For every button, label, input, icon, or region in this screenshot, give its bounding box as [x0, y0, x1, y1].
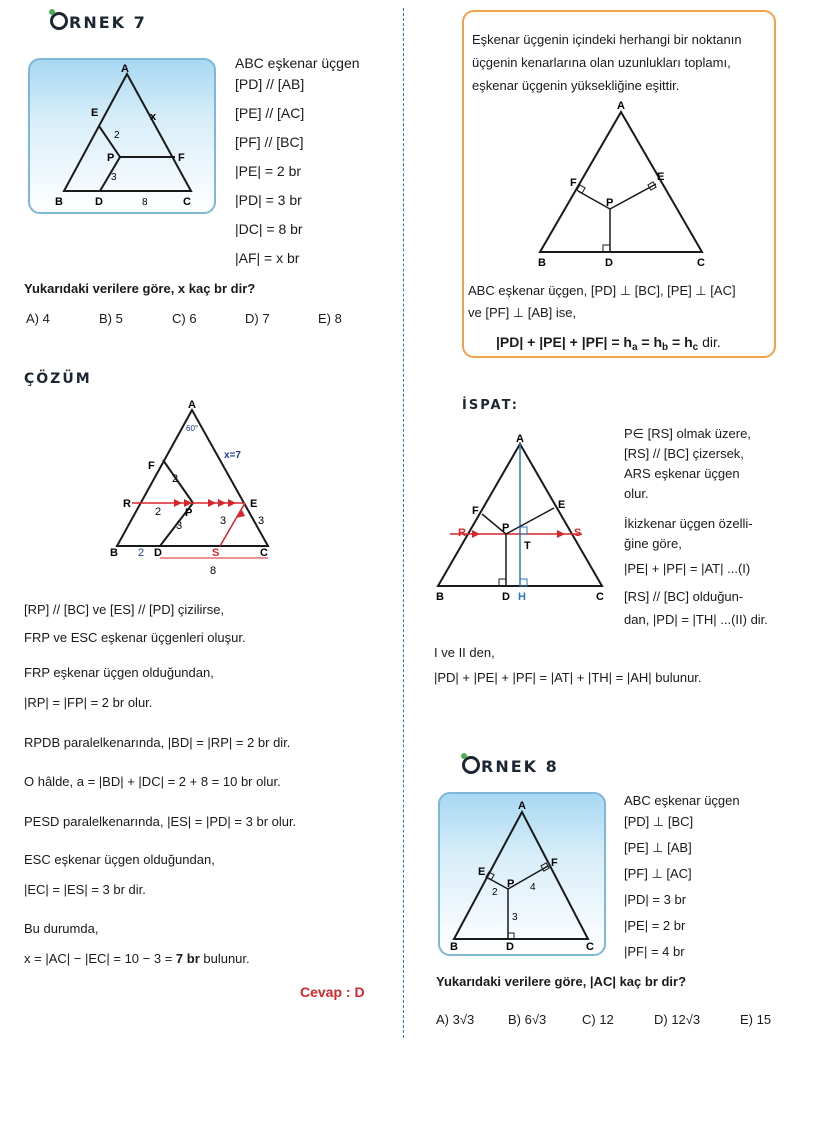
choice-b[interactable]: B) 5 — [99, 311, 123, 326]
proof-label-p: P — [502, 522, 510, 534]
label-d: D — [95, 196, 103, 208]
given-line: [PF] // [BC] — [235, 134, 304, 150]
proof-line: İkizkenar üçgen özelli- — [624, 516, 753, 531]
thm-label-c: C — [697, 257, 705, 269]
thm-label-d: D — [605, 257, 613, 269]
solution-line: |EC| = |ES| = 3 br dir. — [24, 882, 146, 897]
formula-text: |PD| + |PE| + |PF| = h — [496, 334, 632, 350]
proof-label-e: E — [558, 499, 566, 511]
theorem-text — [472, 28, 742, 97]
label-c: C — [183, 196, 191, 208]
solution-line: ESC eşkenar üçgen olduğundan, — [24, 852, 215, 867]
example7-question: Yukarıdaki verilere göre, x kaç br dir? — [24, 281, 256, 296]
solution-line: |RP| = |FP| = 2 br olur. — [24, 695, 153, 710]
proof-label-h: H — [518, 591, 526, 603]
solution-line: [RP] // [BC] ve [ES] // [PD] çizilirse, — [24, 602, 225, 617]
example8-figure — [438, 792, 606, 956]
proof-figure — [432, 432, 612, 604]
label-f: F — [178, 152, 185, 164]
theorem-box — [462, 10, 776, 358]
sol-label-a: A — [188, 399, 196, 411]
proof-label-c: C — [596, 591, 604, 603]
ex8-label-e: E — [478, 866, 486, 878]
example7-triangle — [30, 60, 218, 216]
example7-heading: RNEK 7 — [50, 12, 147, 32]
choice-e[interactable]: E) 15 — [740, 1012, 772, 1027]
thm-label-b: B — [538, 257, 546, 269]
ex8-label-p: P — [507, 878, 515, 890]
sol-len-pd: 3 — [176, 520, 183, 532]
label-b: B — [55, 196, 63, 208]
ex8-len-pf: 4 — [530, 882, 536, 893]
example8-triangle — [440, 794, 608, 958]
solution-line: FRP eşkenar üçgen olduğundan, — [24, 665, 214, 680]
sol-label-p: P — [185, 507, 193, 519]
sol-label-c: C — [260, 547, 268, 559]
theorem-conditions — [468, 280, 736, 324]
given-line: [PD] ⊥ [BC] — [624, 814, 694, 829]
label-x: x — [150, 111, 157, 123]
thm-label-e: E — [657, 171, 665, 183]
proof-line: [RS] // [BC] çizersek, — [624, 446, 744, 461]
sol-len-rp: 2 — [155, 506, 162, 518]
given-line: [PE] // [AC] — [235, 105, 305, 121]
column-divider — [403, 8, 404, 1038]
choice-a[interactable]: A) 4 — [26, 311, 50, 326]
proof-line: ğine göre, — [624, 536, 682, 551]
len-pe-label: 2 — [114, 130, 120, 141]
given-line: [PF] ⊥ [AC] — [624, 866, 692, 881]
ex8-len-pd: 3 — [512, 912, 518, 923]
example8-heading: RNEK 8 — [462, 756, 559, 776]
label-p: P — [107, 152, 115, 164]
angle-label: 60° — [186, 424, 199, 433]
given-line: |PE| = 2 br — [235, 163, 302, 179]
proof-line: I ve II den, — [434, 645, 495, 660]
proof-label-d: D — [502, 591, 510, 603]
proof-line: dan, |PD| = |TH| ...(II) dir. — [624, 612, 768, 627]
choice-e[interactable]: E) 8 — [318, 311, 342, 326]
thm-label-a: A — [617, 100, 625, 112]
ex8-label-d: D — [506, 941, 514, 953]
answer-label: Cevap : D — [300, 984, 365, 1000]
proof-line: [RS] // [BC] olduğun- — [624, 589, 744, 604]
solution-line: FRP ve ESC eşkenar üçgenleri oluşur. — [24, 630, 246, 645]
ornek-logo-icon — [50, 12, 68, 30]
theorem-formula: $|PD| + |PE| + |PF| = h_a = h_b = h_c$ dir. — [496, 334, 721, 353]
given-line: ABC eşkenar üçgen — [624, 793, 740, 808]
ex8-label-c: C — [586, 941, 594, 953]
proof-line: ARS eşkenar üçgen — [624, 466, 740, 481]
thm-label-f: F — [570, 177, 577, 189]
solution-line: Bu durumda, — [24, 921, 99, 936]
theorem-line: Eşkenar üçgenin içindeki herhangi bir noktanın — [472, 32, 742, 47]
proof-line: olur. — [624, 486, 649, 501]
ex8-label-f: F — [551, 857, 558, 869]
solution-final-line — [24, 951, 250, 966]
ex8-label-b: B — [450, 941, 458, 953]
solution-line: RPDB paralelkenarında, |BD| = |RP| = 2 br dir. — [24, 735, 291, 750]
proof-label-f: F — [472, 505, 479, 517]
proof-label-s: S — [574, 527, 582, 539]
proof-label-b: B — [436, 591, 444, 603]
proof-label-a: A — [516, 433, 524, 445]
example8-question: Yukarıdaki verilere göre, |AC| kaç br dir? — [436, 974, 687, 989]
proof-line: |PE| + |PF| = |AT| ...(I) — [624, 561, 751, 576]
label-a: A — [121, 63, 129, 75]
proof-line: P∈ [RS] olmak üzere, — [624, 426, 751, 441]
choice-d[interactable]: D) 7 — [245, 311, 270, 326]
final-tail: bulunur. — [199, 951, 250, 966]
proof-line: |PD| + |PE| + |PF| = |AT| + |TH| = |AH| bulunur. — [434, 670, 702, 685]
formula-tail: dir. — [698, 334, 721, 350]
proof-label-t: T — [524, 540, 531, 552]
choice-d[interactable]: D) 12√3 — [654, 1012, 701, 1027]
label-e: E — [91, 107, 99, 119]
choice-b[interactable]: B) 6√3 — [508, 1012, 547, 1027]
sol-label-d: D — [154, 547, 162, 559]
sol-label-b: B — [110, 547, 118, 559]
proof-label-r: R — [458, 527, 466, 539]
theorem-line: eşkenar üçgenin yüksekliğine eşittir. — [472, 78, 680, 93]
sol-label-e: E — [250, 498, 258, 510]
given-line: [PD] // [AB] — [235, 76, 305, 92]
solution-line: O hâlde, a = |BD| + |DC| = 2 + 8 = 10 br olur. — [24, 774, 281, 789]
given-line: |PD| = 3 br — [624, 892, 687, 907]
proof-heading: İSPAT: — [462, 398, 519, 413]
len-dc-label: 8 — [142, 197, 148, 208]
sol-label-r: R — [123, 498, 131, 510]
ex8-label-a: A — [518, 800, 526, 812]
theorem-figure — [526, 100, 716, 270]
sol-len-dc: 8 — [210, 565, 217, 577]
final-answer: 7 br — [175, 951, 200, 966]
choice-a[interactable]: A) 3√3 — [436, 1012, 475, 1027]
given-line: |AF| = x br — [235, 250, 300, 266]
sol-len-es: 3 — [220, 515, 227, 527]
sol-len-2: 2 — [172, 473, 179, 485]
final-expression: x = |AC| − |EC| = 10 − 3 = — [24, 951, 176, 966]
choice-c[interactable]: C) 12 — [582, 1012, 614, 1027]
choice-c[interactable]: C) 6 — [172, 311, 197, 326]
given-line: |DC| = 8 br — [235, 221, 303, 237]
given-line: |PF| = 4 br — [624, 944, 685, 959]
solution-figure — [108, 398, 278, 583]
solution-line: PESD paralelkenarında, |ES| = |PD| = 3 br olur. — [24, 814, 297, 829]
sol-label-x7: x=7 — [224, 450, 241, 461]
solution-heading: ÇÖZÜM — [24, 371, 92, 387]
sol-len-ec: 3 — [258, 515, 265, 527]
len-pd-label: 3 — [111, 172, 117, 183]
theorem-line: üçgenin kenarlarına olan uzunlukları toplamı, — [472, 55, 731, 70]
given-line: [PE] ⊥ [AB] — [624, 840, 692, 855]
given-line: |PE| = 2 br — [624, 918, 686, 933]
condition-line: ABC eşkenar üçgen, [PD] ⊥ [BC], [PE] ⊥ [AC] — [468, 283, 736, 298]
sol-len-bd: 2 — [138, 547, 145, 559]
ornek-logo-icon — [462, 756, 480, 774]
given-line: |PD| = 3 br — [235, 192, 302, 208]
condition-line: ve [PF] ⊥ [AB] ise, — [468, 305, 577, 320]
ex8-len-pe: 2 — [492, 887, 498, 898]
given-line: ABC eşkenar üçgen — [235, 55, 360, 71]
thm-label-p: P — [606, 197, 614, 209]
sol-label-f: F — [148, 460, 155, 472]
example7-figure — [28, 58, 216, 214]
sol-label-s: S — [212, 547, 220, 559]
